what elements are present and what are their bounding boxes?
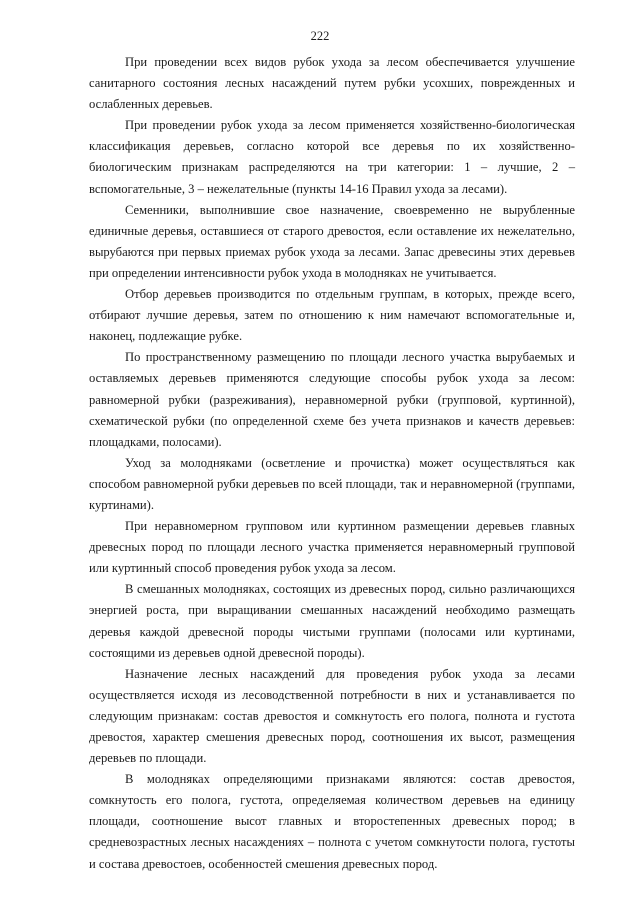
- paragraph: Уход за молодняками (осветление и прочистка) может осуществляться как способом равномерной рубки деревьев по всей площади, так и неравномерной (группами, куртинами).: [89, 455, 575, 512]
- paragraph: При проведении рубок ухода за лесом применяется хозяйственно-биологическая классификация деревьев, согласно которой все деревья по их хозяйственно-биологическим признакам распределяются на три категории: 1 – лучшие, 2 – вспомогательные, 3 – нежелательные (пункты 14-16 Правил ухода за лесами).: [89, 118, 575, 196]
- paragraph: Назначение лесных насаждений для проведения рубок ухода за лесами осуществляется исходя из лесоводственной потребности в них и устанавливается по следующим признакам: состав древостоя и сомкнутость его полога, полнота и густота древостоя, характер смешения древесных пород, соотношения их высот, размещения деревьев по площади.: [89, 666, 575, 766]
- paragraph: При неравномерном групповом или куртинном размещении деревьев главных древесных пород по площади лесного участка применяется неравномерный групповой или куртинный способ проведения рубок ухода за лесом.: [89, 519, 575, 576]
- paragraph: По пространственному размещению по площади лесного участка вырубаемых и оставляемых деревьев применяются следующие способы рубок ухода за лесом: равномерной рубки (разреживания), неравномерной рубки (групповой, куртинной), схематической рубки (по определенной схеме без учета признаков и качеств деревьев: площадками, полосами).: [89, 350, 575, 449]
- page-number: 222: [310, 29, 330, 43]
- paragraph: При проведении всех видов рубок ухода за лесом обеспечивается улучшение санитарного состояния лесных насаждений путем рубки усохших, поврежденных и ослабленных деревьев.: [89, 55, 575, 112]
- paragraph: В смешанных молодняках, состоящих из древесных пород, сильно различающихся энергией роста, при выращивании смешанных насаждений необходимо размещать деревья каждой древесной породы чистыми группами (полосами или куртинами, состоящими из деревьев одной древесной породы).: [89, 582, 575, 660]
- paragraph: Отбор деревьев производится по отдельным группам, в которых, прежде всего, отбирают лучшие деревья, затем по отношению к ним намечают вспомогательные и, наконец, подлежащие рубке.: [89, 287, 575, 344]
- body-text: [89, 52, 575, 875]
- paragraph: Семенники, выполнившие свое назначение, своевременно не вырубленные единичные деревья, оставшиеся от старого древостоя, если оставление их нежелательно, вырубаются при первых приемах рубок ухода за лесами. Запас древесины этих деревьев при определении интенсивности рубок ухода в молодняках не учитывается.: [89, 202, 575, 280]
- paragraph: В молодняках определяющими признаками являются: состав древостоя, сомкнутость его полога, густота, определяемая количеством деревьев на единицу площади, соотношение высот главных и второстепенных древесных пород; в средневозрастных лесных насаждениях – полнота с учетом сомкнутости полога, густоты и состава древостоев, особенностей смешения древесных пород.: [89, 772, 575, 871]
